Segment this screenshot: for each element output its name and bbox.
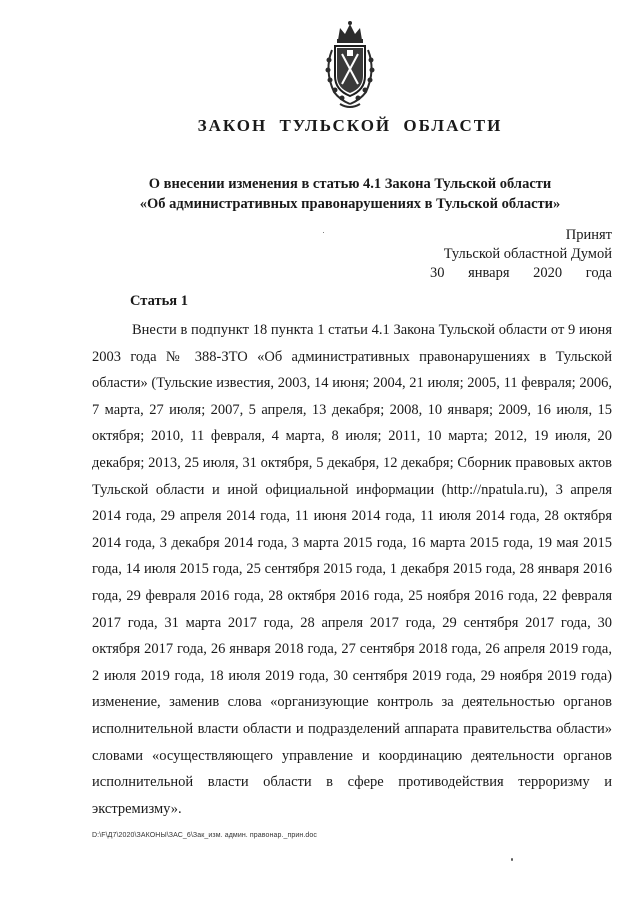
adoption-month: января	[468, 265, 510, 281]
adoption-day: 30	[430, 265, 445, 281]
article-heading: Статья 1	[130, 293, 188, 309]
file-path-footer: D:\F\Д7\2020\ЗАКОНЫ\ЗАС_6\Зак_изм. админ. правонар._прин.doc	[92, 832, 317, 839]
adoption-year-word: года	[585, 265, 612, 281]
adopted-label: Принят	[565, 227, 612, 243]
adoption-date	[420, 264, 612, 283]
adopted-by: Тульской областной Думой	[443, 246, 612, 262]
document-subtitle	[60, 174, 640, 214]
scan-speck	[511, 858, 513, 861]
coat-of-arms-emblem	[318, 20, 382, 110]
scan-speck	[323, 232, 324, 233]
subtitle-line-2: «Об административных правонарушениях в Тульской области»	[139, 196, 561, 212]
article-body: Внести в подпункт 18 пункта 1 статьи 4.1 Закона Тульской области от 9 июня 2003 года № 388-ЗТО «Об административных правонарушениях в Тульской области» (Тульские известия, 2003, 14 июня; 2004, 21 июля; 2005, 11 февраля; 2006, 7 марта, 27 июля; 2007, 5 апреля, 13 декабря; 2008, 10 января; 2009, 16 июля, 15 октября; 2010, 11 февраля, 4 марта, 8 июля; 2011, 10 марта; 2012, 19 июля, 20 декабря; 2013, 25 июля, 31 октября, 5 декабря, 12 декабря; Сборник правовых актов Тульской области и иной официальной информации (http://npatula.ru), 3 апреля 2014 года, 29 апреля 2014 года, 11 июня 2014 года, 11 июля 2014 года, 28 октября 2014 года, 3 декабря 2014 года, 3 марта 2015 года, 16 марта 2015 года, 19 мая 2015 года, 14 июля 2015 года, 25 сентября 2015 года, 1 декабря 2015 года, 28 января 2016 года, 29 февраля 2016 года, 28 октября 2016 года, 25 ноября 2016 года, 22 февраля 2017 года, 31 марта 2017 года, 28 апреля 2017 года, 29 сентября 2017 года, 30 октября 2017 года, 26 января 2018 года, 27 сентября 2018 года, 26 апреля 2019 года, 2 июля 2019 года, 18 июля 2019 года, 30 сентября 2019 года, 29 ноября 2019 года) изменение, заменив слова «организующие контроль за деятельностью органов исполнительной власти области и подразделений аппарата правительства области» словами «осуществляющего управление и координацию деятельности органов исполнительной власти области в сфере противодействия терроризму и экстремизму».	[92, 322, 612, 817]
adoption-block	[420, 226, 612, 283]
document-title: ЗАКОН ТУЛЬСКОЙ ОБЛАСТИ	[197, 116, 503, 135]
subtitle-line-1: О внесении изменения в статью 4.1 Закона Тульской области	[148, 176, 552, 192]
adoption-year: 2020	[533, 265, 563, 281]
